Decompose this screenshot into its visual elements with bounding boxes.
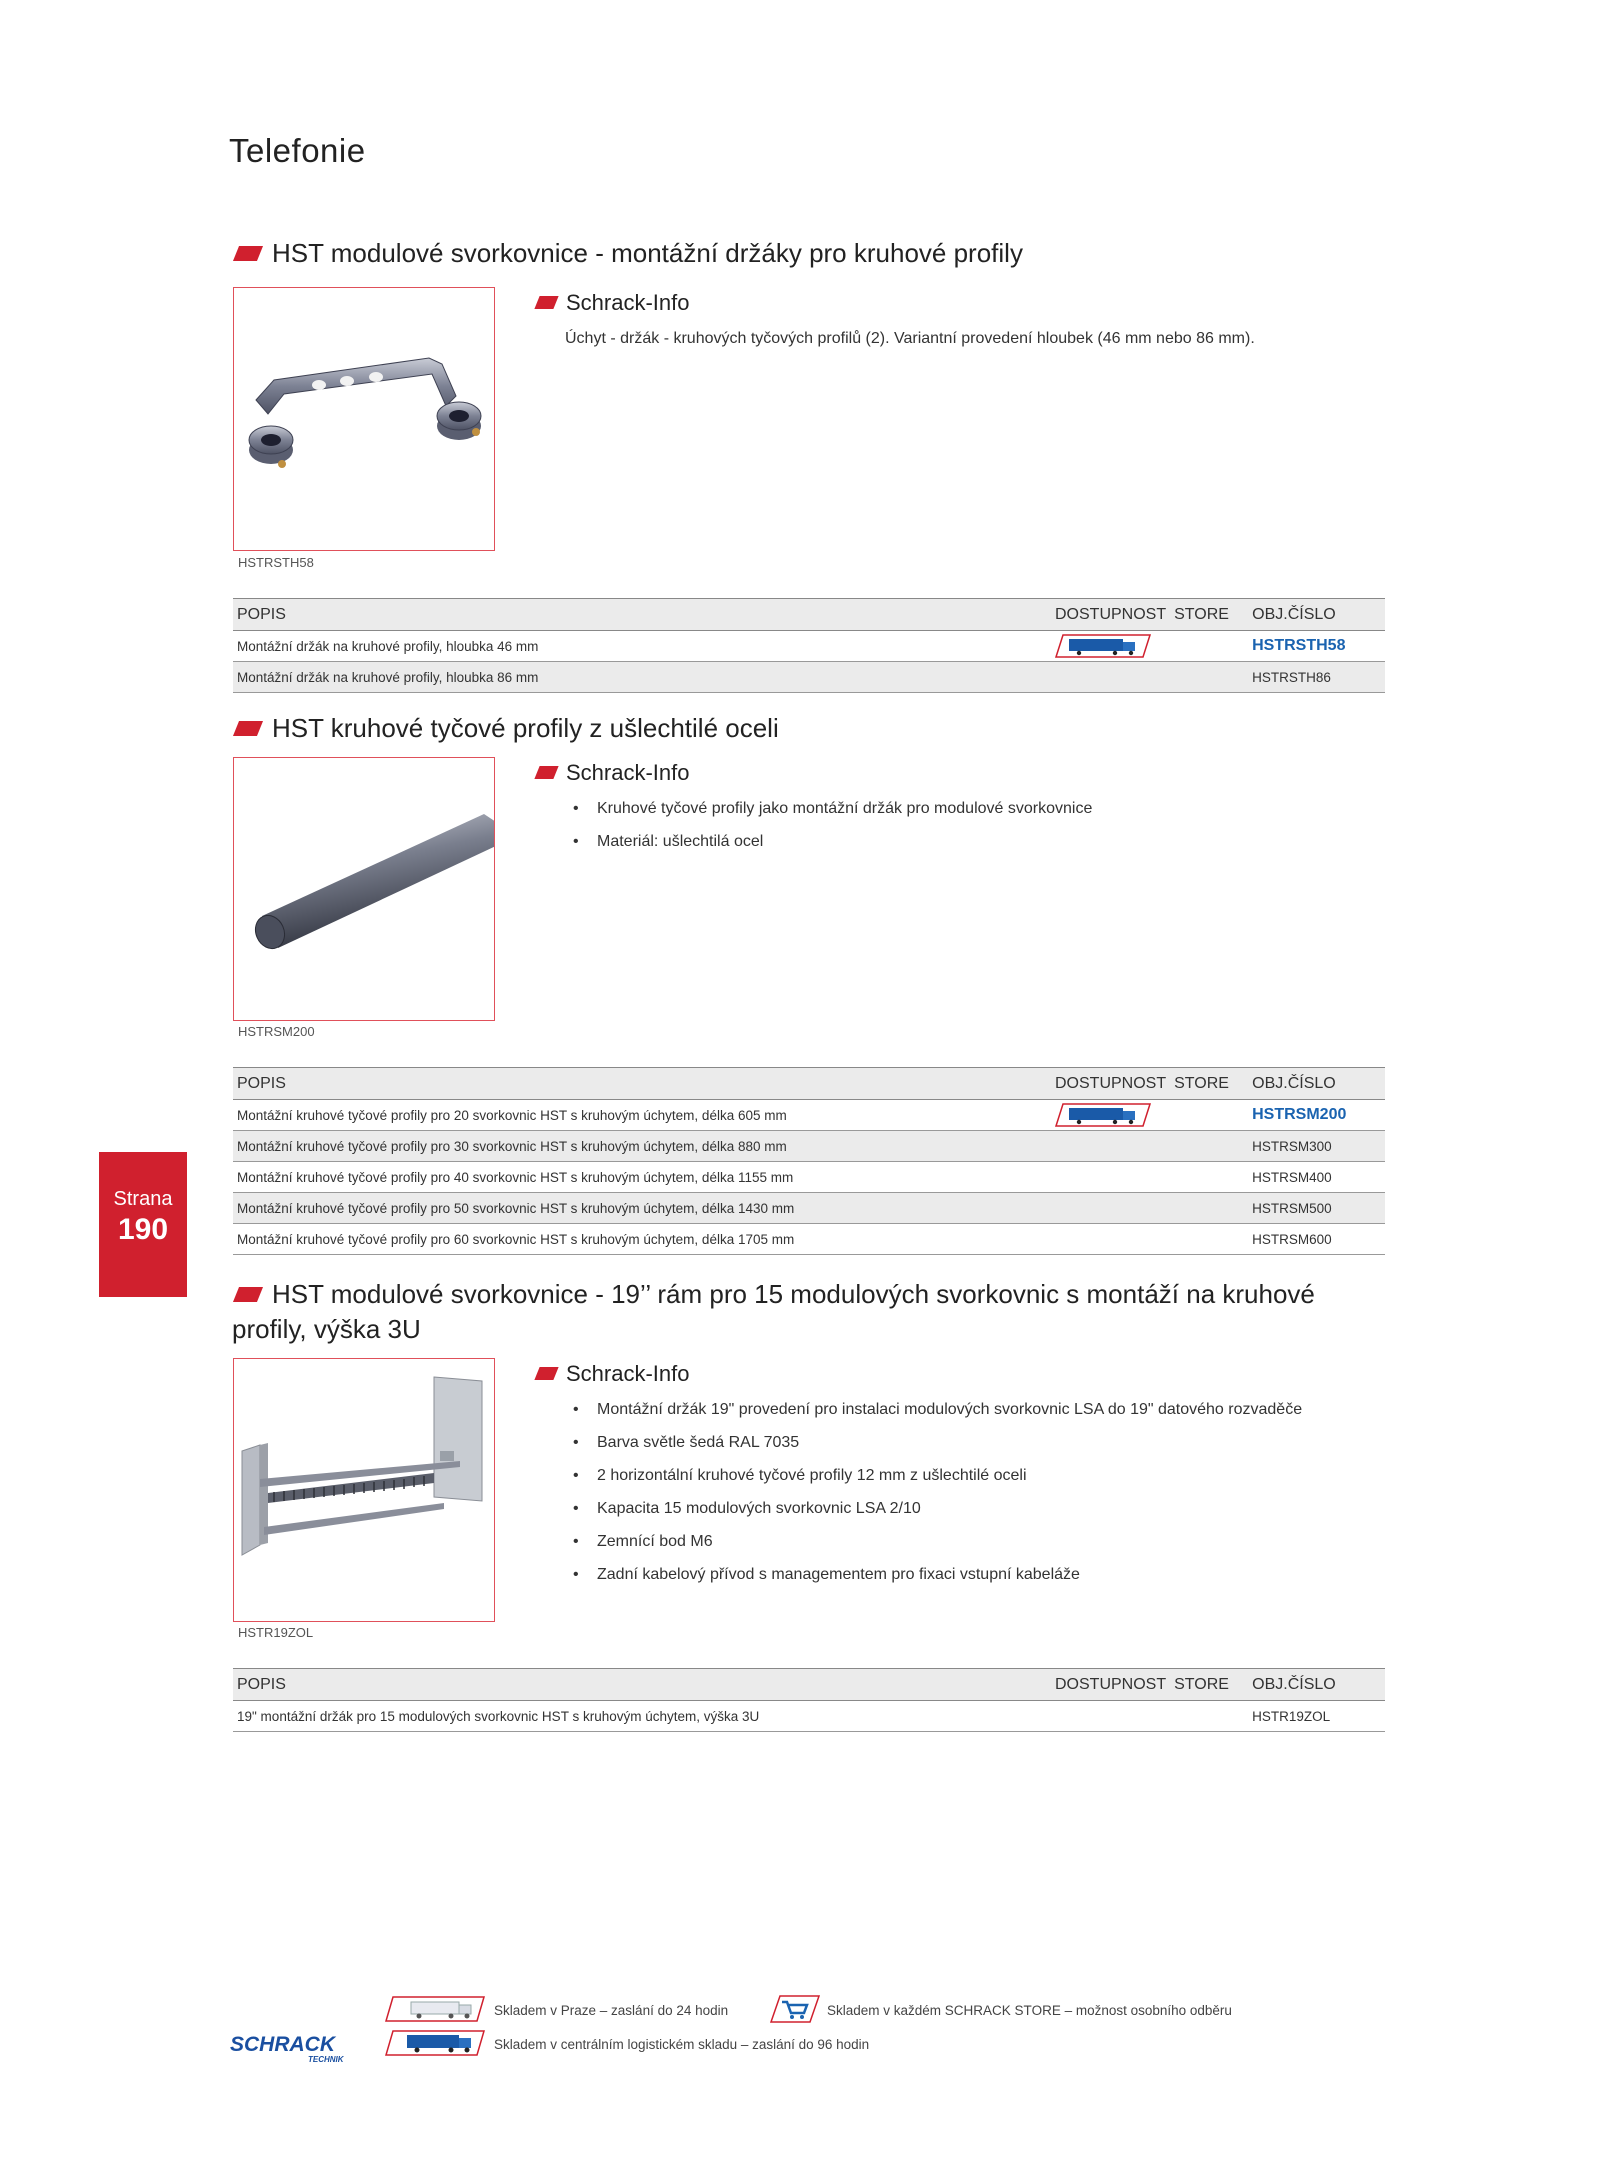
row-description: Montážní držák na kruhové profily, hloubka 86 mm (233, 662, 1051, 693)
row-availability (1051, 1100, 1170, 1131)
info-text: Úchyt - držák - kruhových tyčových profilů (2). Variantní provedení hloubek (46 mm nebo 86 mm). (565, 330, 1255, 347)
page-number-tab (99, 1152, 187, 1297)
row-order-code[interactable]: HSTRSM200 (1248, 1100, 1385, 1131)
col-header-avail: DOSTUPNOST (1051, 1068, 1170, 1100)
row-description: Montážní kruhové tyčové profily pro 20 svorkovnic HST s kruhovým úchytem, délka 605 mm (233, 1100, 1051, 1131)
row-availability (1051, 1131, 1170, 1162)
row-store (1170, 662, 1248, 693)
legend-truck-white-icon (385, 1996, 485, 2027)
schrack-info-title: Schrack-Info (535, 290, 690, 316)
image-caption: HSTRSTH58 (238, 555, 314, 570)
red-bullet-icon (233, 246, 263, 261)
col-header-desc: POPIS (233, 599, 1051, 631)
col-header-code: OBJ.ČÍSLO (1248, 1068, 1385, 1100)
col-header-store: STORE (1170, 599, 1248, 631)
bullet-item: • 2 horizontální kruhové tyčové profily 12 mm z ušlechtilé oceli (565, 1462, 1345, 1489)
bullet-item: • Montážní držák 19" provedení pro instalaci modulových svorkovnic LSA do 19" datového rozvaděče (565, 1396, 1345, 1423)
bullet-item: • Zadní kabelový přívod s managementem pro fixaci vstupní kabeláže (565, 1561, 1345, 1588)
row-store (1170, 631, 1248, 662)
col-header-code: OBJ.ČÍSLO (1248, 599, 1385, 631)
row-store (1170, 1162, 1248, 1193)
table-row (233, 1100, 1385, 1131)
product-image-rod (233, 757, 495, 1021)
image-caption: HSTRSM200 (238, 1024, 315, 1039)
page-label: Strana (113, 1188, 173, 1210)
row-description: 19" montážní držák pro 15 modulových svorkovnic HST s kruhovým úchytem, výška 3U (233, 1701, 1051, 1732)
row-description: Montážní kruhové tyčové profily pro 60 svorkovnic HST s kruhovým úchytem, délka 1705 mm (233, 1224, 1051, 1255)
shopping-cart-icon (770, 1995, 820, 2028)
bullet-item: • Kapacita 15 modulových svorkovnic LSA 2/10 (565, 1495, 1345, 1522)
col-header-code: OBJ.ČÍSLO (1248, 1669, 1385, 1701)
row-order-code[interactable]: HSTR19ZOL (1248, 1701, 1385, 1732)
product-image-bracket (233, 287, 495, 551)
section-1-title: HST modulové svorkovnice - montážní držáky pro kruhové profily (232, 236, 1392, 271)
row-order-code[interactable]: HSTRSM300 (1248, 1131, 1385, 1162)
row-store (1170, 1100, 1248, 1131)
svg-text:TECHNIK: TECHNIK (308, 2055, 344, 2064)
row-order-code[interactable]: HSTRSTH58 (1248, 631, 1385, 662)
col-header-avail: DOSTUPNOST (1051, 599, 1170, 631)
col-header-avail: DOSTUPNOST (1051, 1669, 1170, 1701)
row-description: Montážní kruhové tyčové profily pro 50 svorkovnic HST s kruhovým úchytem, délka 1430 mm (233, 1193, 1051, 1224)
info-bullets (565, 1396, 1345, 1594)
red-bullet-icon (233, 1287, 263, 1302)
row-description: Montážní kruhové tyčové profily pro 30 svorkovnic HST s kruhovým úchytem, délka 880 mm (233, 1131, 1051, 1162)
legend-prague: Skladem v Praze – zaslání do 24 hodin (494, 2003, 729, 2018)
row-store (1170, 1131, 1248, 1162)
steel-rod-icon (234, 758, 495, 1021)
schrack-info-title: Schrack-Info (535, 1361, 690, 1387)
truck-availability-icon (1055, 1103, 1151, 1127)
truck-availability-icon (1055, 634, 1151, 658)
product-image-rack-frame (233, 1358, 495, 1622)
table-row (233, 1162, 1385, 1193)
row-store (1170, 1224, 1248, 1255)
section-2-title: HST kruhové tyčové profily z ušlechtilé oceli (232, 711, 1392, 746)
row-availability (1051, 1162, 1170, 1193)
table-row (233, 1193, 1385, 1224)
rack-frame-icon (234, 1359, 495, 1622)
row-availability (1051, 631, 1170, 662)
table-row (233, 631, 1385, 662)
schrack-logo (224, 2030, 354, 2071)
col-header-desc: POPIS (233, 1669, 1051, 1701)
row-description: Montážní kruhové tyčové profily pro 40 svorkovnic HST s kruhovým úchytem, délka 1155 mm (233, 1162, 1051, 1193)
row-store (1170, 1193, 1248, 1224)
red-bullet-icon (534, 766, 558, 779)
product-table-3 (233, 1668, 1385, 1732)
row-order-code[interactable]: HSTRSM500 (1248, 1193, 1385, 1224)
bullet-item: • Kruhové tyčové profily jako montážní držák pro modulové svorkovnice (565, 795, 1345, 822)
bullet-item: • Barva světle šedá RAL 7035 (565, 1429, 1345, 1456)
row-order-code[interactable]: HSTRSM600 (1248, 1224, 1385, 1255)
product-table-1 (233, 598, 1385, 693)
image-caption: HSTR19ZOL (238, 1625, 314, 1640)
row-order-code[interactable]: HSTRSTH86 (1248, 662, 1385, 693)
info-bullets (565, 795, 1345, 861)
product-table-2 (233, 1067, 1385, 1255)
row-availability (1051, 1224, 1170, 1255)
table-row (233, 1224, 1385, 1255)
bracket-icon (234, 288, 495, 551)
table-row (233, 1701, 1385, 1732)
row-availability (1051, 662, 1170, 693)
col-header-store: STORE (1170, 1068, 1248, 1100)
page-number: 190 (117, 1213, 169, 1246)
row-availability (1051, 1193, 1170, 1224)
page-title: Telefonie (229, 132, 366, 169)
legend-store: Skladem v každém SCHRACK STORE – možnost osobního odběru (827, 2003, 1232, 2018)
section-3-title: HST modulové svorkovnice - 19’’ rám pro 15 modulových svorkovnic s montáží na kruhové profily, výška 3U (232, 1279, 1315, 1344)
bullet-item: • Materiál: ušlechtilá ocel (565, 828, 1345, 855)
row-description: Montážní držák na kruhové profily, hloubka 46 mm (233, 631, 1051, 662)
schrack-info-title: Schrack-Info (535, 760, 690, 786)
row-availability (1051, 1701, 1170, 1732)
table-row (233, 1131, 1385, 1162)
col-header-desc: POPIS (233, 1068, 1051, 1100)
row-order-code[interactable]: HSTRSM400 (1248, 1162, 1385, 1193)
svg-text:SCHRACK: SCHRACK (230, 2033, 335, 2056)
legend-central: Skladem v centrálním logistickém skladu – zaslání do 96 hodin (494, 2037, 870, 2052)
red-bullet-icon (534, 296, 558, 309)
red-bullet-icon (233, 721, 263, 736)
bullet-item: • Zemnící bod M6 (565, 1528, 1345, 1555)
legend-truck-blue-icon (385, 2030, 485, 2061)
table-row (233, 662, 1385, 693)
row-store (1170, 1701, 1248, 1732)
red-bullet-icon (534, 1367, 558, 1380)
col-header-store: STORE (1170, 1669, 1248, 1701)
